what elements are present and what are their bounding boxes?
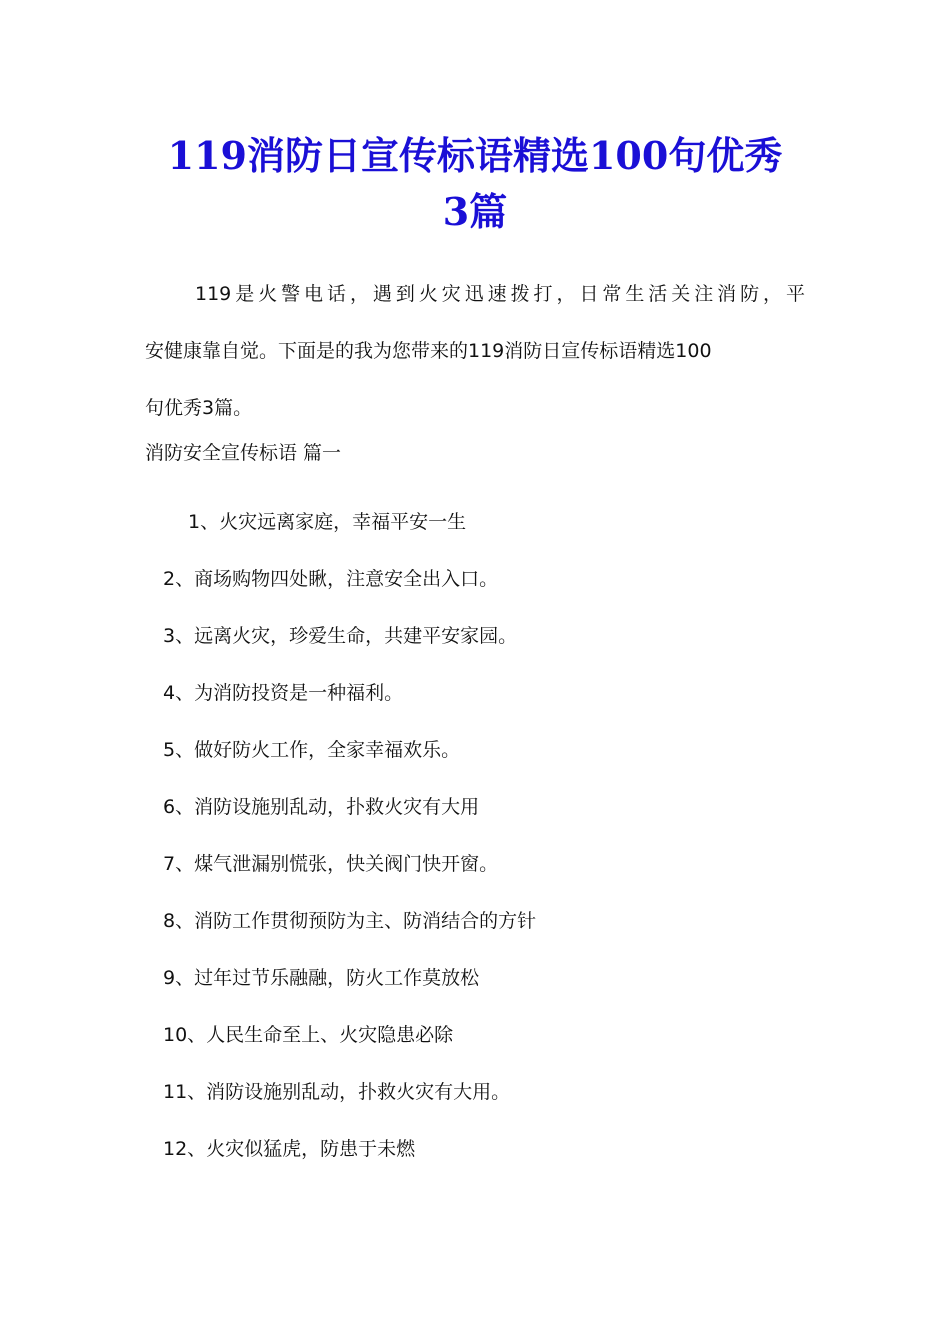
slogan-item: 3、远离火灾，珍爱生命，共建平安家园。 bbox=[163, 625, 518, 647]
slogan-item: 8、消防工作贯彻预防为主、防消结合的方针 bbox=[163, 910, 537, 932]
intro-line-1: 119是火警电话，遇到火灾迅速拨打，日常生活关注消防，平 bbox=[195, 283, 805, 305]
slogan-item: 6、消防设施别乱动，扑救火灾有大用 bbox=[163, 796, 480, 818]
slogan-item: 4、为消防投资是一种福利。 bbox=[163, 682, 404, 704]
slogan-item: 10、人民生命至上、火灾隐患必除 bbox=[163, 1024, 454, 1046]
slogan-item: 1、火灾远离家庭，幸福平安一生 bbox=[188, 511, 467, 533]
intro-line-3: 句优秀3篇。 bbox=[145, 397, 253, 419]
slogan-item: 12、火灾似猛虎，防患于未燃 bbox=[163, 1138, 416, 1160]
section-heading: 消防安全宣传标语 篇一 bbox=[145, 442, 342, 464]
intro-line-2: 安健康靠自觉。下面是的我为您带来的119消防日宣传标语精选100 bbox=[145, 340, 712, 362]
slogan-item: 5、做好防火工作，全家幸福欢乐。 bbox=[163, 739, 461, 761]
slogan-item: 2、商场购物四处瞅，注意安全出入口。 bbox=[163, 568, 499, 590]
slogan-item: 11、消防设施别乱动，扑救火灾有大用。 bbox=[163, 1081, 511, 1103]
intro-paragraph bbox=[145, 266, 805, 437]
document-title-line-1: 119消防日宣传标语精选100句优秀 bbox=[167, 133, 783, 178]
slogan-item: 7、煤气泄漏别慌张，快关阀门快开窗。 bbox=[163, 853, 499, 875]
document-title-line-2: 3篇 bbox=[442, 189, 508, 234]
slogan-item: 9、过年过节乐融融，防火工作莫放松 bbox=[163, 967, 480, 989]
